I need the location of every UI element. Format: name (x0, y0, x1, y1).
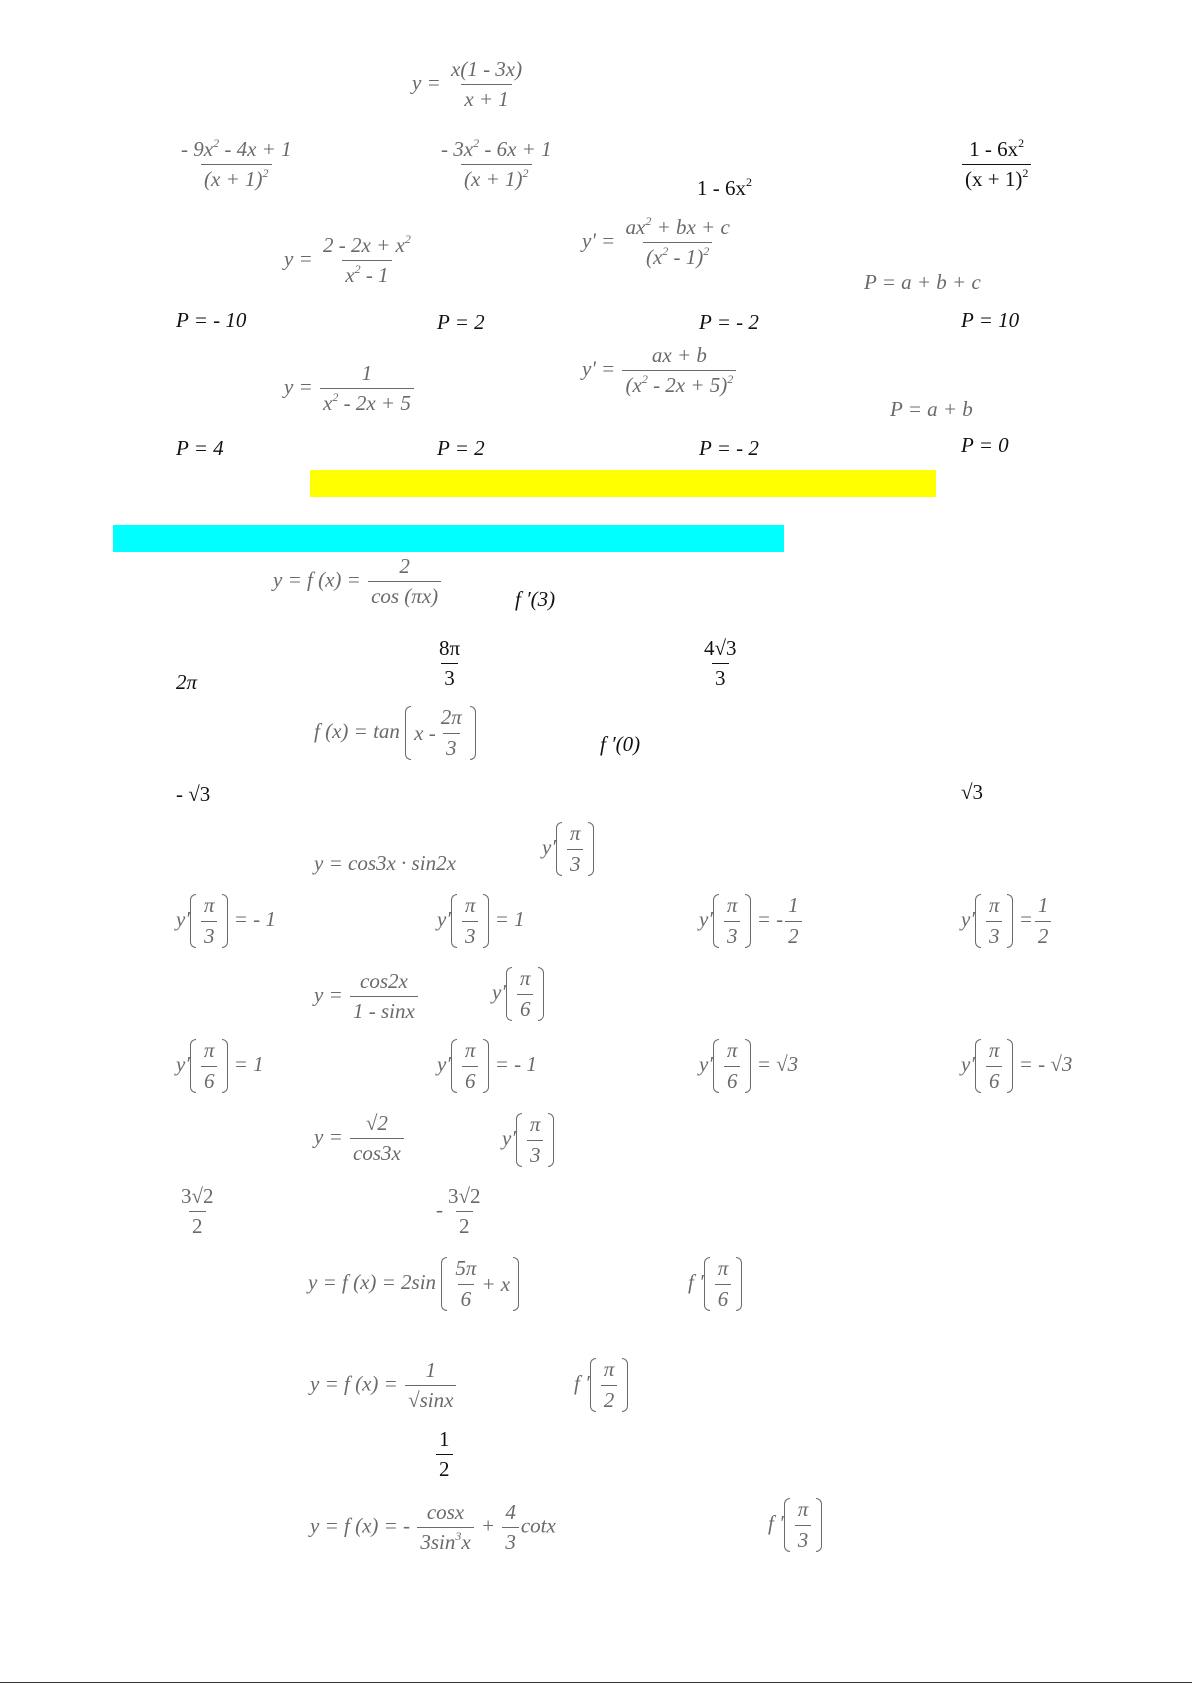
q4-ask: f ′(3) (515, 587, 556, 611)
q6-ask: y′ $\frac{\pi}{3}$ (542, 822, 594, 876)
q4-option-a: 2π (176, 670, 198, 694)
q2-option-b: P = 2 (437, 310, 485, 334)
q6-option-d: y′ $\frac{\pi}{3}$ = $\frac{1}{2}$ (961, 894, 1053, 948)
q7-option-a: y′ $\frac{\pi}{6}$ = 1 (176, 1038, 264, 1093)
q1-option-c: $1 - 6x^2$ (697, 175, 752, 200)
q2-p-definition: P = a + b + c (864, 270, 981, 294)
q3-derivative-form: y' = $\frac{ax + b}{(x^2 - 2x + 5)^2}$ (582, 344, 738, 397)
q4-stem: y = f (x) = $\frac{2}{\cos (\pi x)}$ (273, 555, 443, 608)
yellow-highlight-band (310, 470, 936, 497)
q9-stem: y = f (x) = 2sin $\frac{5\pi}{6}$ + x (308, 1257, 519, 1311)
q7-stem: y = $\frac{\cos 2x}{1 - \sin x}$ (314, 970, 420, 1023)
q8-ask: y′ $\frac{\pi}{3}$ (502, 1113, 554, 1167)
q6-option-a: y′ $\frac{\pi}{3}$ = - 1 (176, 893, 276, 948)
q9-ask: f ′ $\frac{\pi}{6}$ (688, 1257, 742, 1311)
q3-option-a: P = 4 (176, 436, 224, 460)
q6-stem: y = cos3x · sin2x (314, 851, 456, 875)
q6-option-b: y′ $\frac{\pi}{3}$ = 1 (437, 893, 525, 948)
q2-option-d: P = 10 (961, 308, 1020, 332)
q1-option-b: $\frac{- 3x^2 - 6x + 1}{(x + 1)^2}$ (441, 136, 552, 192)
q1-option-d: $\frac{1 - 6x^2}{(x + 1)^2}$ (960, 138, 1033, 191)
q7-ask: y′ $\frac{\pi}{6}$ (492, 967, 544, 1021)
q8-option-a: $\frac{3√2}{2}$ (181, 1184, 214, 1239)
q7-option-c: y′ $\frac{\pi}{6}$ = √3 (699, 1038, 799, 1093)
q3-option-b: P = 2 (437, 436, 485, 460)
q2-option-c: P = - 2 (699, 310, 759, 334)
q4-option-b: $\frac{8\pi}{3}$ (439, 636, 461, 691)
q3-option-c: P = - 2 (699, 436, 759, 460)
q1-stem: y = $\frac{x(1 - 3x)}{x + 1}$ (412, 57, 523, 112)
q10-ask: f ′ $\frac{\pi}{2}$ (574, 1358, 628, 1412)
q11-stem: y = f (x) = - $\frac{\cos x}{3\sin^3x}$ + $\frac{4}{3}$ cotx (310, 1500, 556, 1555)
q4-option-c: $\frac{4√3}{3}$ (704, 636, 737, 691)
q8-option-b: - $\frac{3√2}{2}$ (436, 1184, 481, 1239)
q1-option-a: $\frac{- 9x^2 - 4x + 1}{(x + 1)^2}$ (181, 136, 292, 192)
page-bottom-rule (0, 1682, 1192, 1683)
q2-option-a: P = - 10 (176, 308, 247, 332)
q3-option-d: P = 0 (961, 433, 1009, 457)
q5-ask: f ′(0) (600, 732, 641, 756)
q7-option-b: y′ $\frac{\pi}{6}$ = - 1 (437, 1038, 537, 1093)
q7-option-d: y′ $\frac{\pi}{6}$ = - √3 (961, 1038, 1073, 1093)
q6-option-c: y′ $\frac{\pi}{3}$ = - $\frac{1}{2}$ (699, 894, 804, 948)
q11-ask: f ′ $\frac{\pi}{3}$ (768, 1498, 822, 1552)
q2-stem: y = $\frac{2 - 2x + x^2}{x^2 - 1}$ (284, 232, 411, 288)
q5-option-d: √3 (961, 780, 984, 804)
q2-derivative-form: y' = $\frac{ax^2 + bx + c}{(x^2 - 1)^2}$ (582, 214, 730, 270)
q8-stem: y = $\frac{√2}{\cos 3x}$ (314, 1112, 406, 1165)
q5-stem: f (x) = tan x - $\frac{2\pi}{3}$ (314, 706, 476, 760)
q5-option-a: - √3 (176, 782, 211, 806)
q3-p-definition: P = a + b (890, 397, 973, 421)
cyan-highlight-band (113, 525, 784, 552)
q10-option-a: $\frac{1}{2}$ (434, 1428, 455, 1481)
q3-stem: y = $\frac{1}{x^2 - 2x + 5}$ (284, 362, 416, 415)
q10-stem: y = f (x) = $\frac{1}{√\sin x}$ (310, 1359, 458, 1412)
